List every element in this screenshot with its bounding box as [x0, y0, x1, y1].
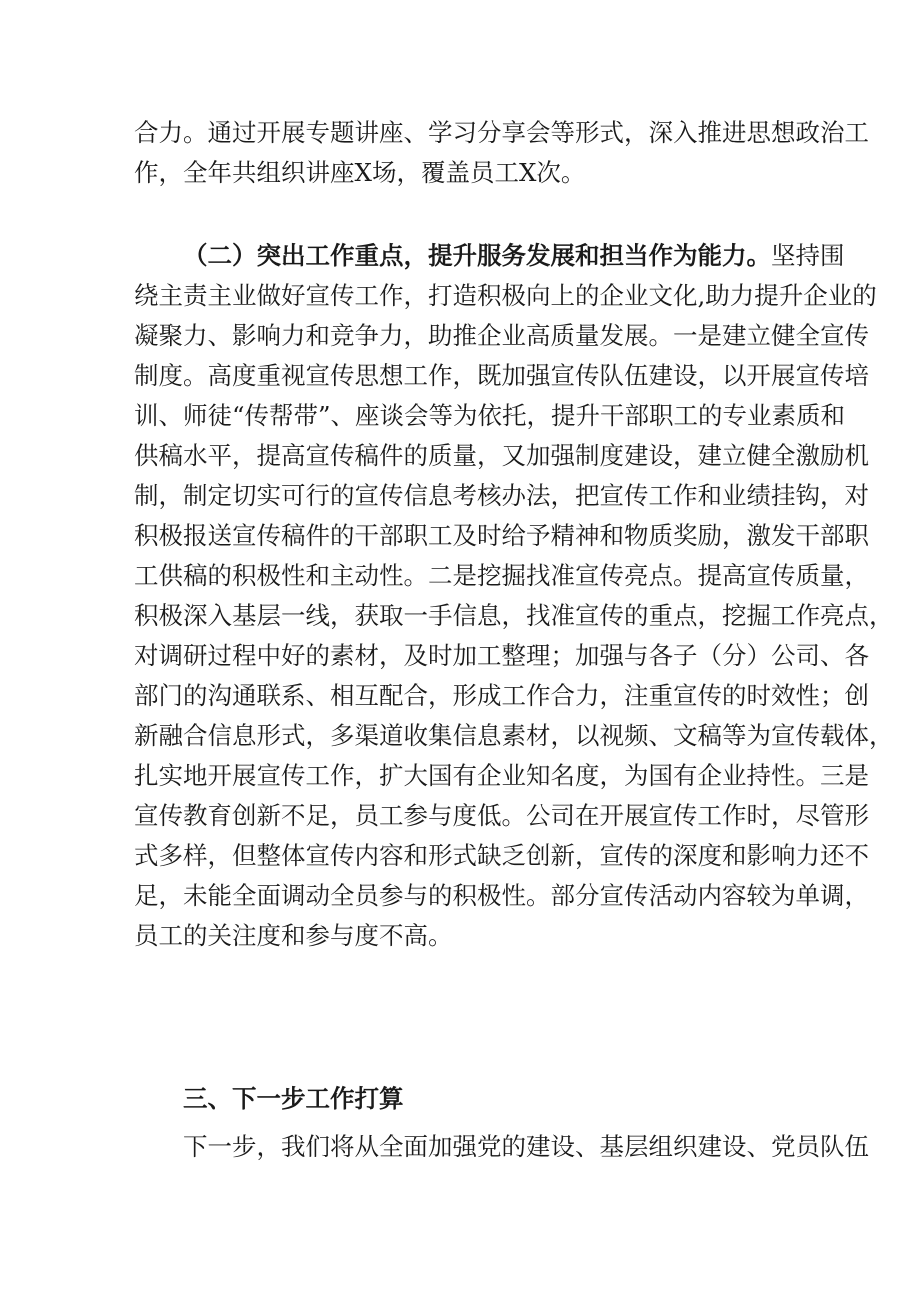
- paragraph-line: 积极报送宣传稿件的干部职工及时给予精神和物质奖励，激发干部职: [134, 521, 869, 550]
- paragraph-line: 式多样，但整体宣传内容和形式缺乏创新，宣传的深度和影响力还不: [134, 841, 869, 870]
- paragraph-line: 员工的关注度和参与度不高。: [134, 921, 453, 950]
- paragraph-line: 训、师徒“传帮带”、座谈会等为依托，提升干部职工的专业素质和: [134, 401, 846, 430]
- paragraph-line: 宣传教育创新不足，员工参与度低。公司在开展宣传工作时，尽管形: [134, 801, 869, 830]
- section-2-first-line: [134, 236, 845, 276]
- paragraph-line: 对调研过程中好的素材，及时加工整理；加强与各子（分）公司、各: [134, 641, 869, 670]
- paragraph-line: 制，制定切实可行的宣传信息考核办法，把宣传工作和业绩挂钩，对: [134, 481, 869, 510]
- paragraph-line: 足，未能全面调动全员参与的积极性。部分宣传活动内容较为单调，: [134, 881, 869, 910]
- paragraph-line: 新融合信息形式，多渠道收集信息素材，以视频、文稿等为宣传载体，: [134, 721, 894, 750]
- paragraph-line: 制度。高度重视宣传思想工作，既加强宣传队伍建设，以开展宣传培: [134, 361, 869, 390]
- paragraph-line: 工供稿的积极性和主动性。二是挖掘找准宣传亮点。提高宣传质量，: [134, 561, 869, 590]
- section-3-heading: 三、下一步工作打算: [183, 1084, 404, 1113]
- paragraph-top: [134, 113, 869, 193]
- paragraph-line: 合力。通过开展专题讲座、学习分享会等形式，深入推进思想政治工: [134, 118, 869, 147]
- paragraph-section-2: [134, 236, 894, 956]
- paragraph-section-3: [134, 1127, 869, 1167]
- paragraph-line: 积极深入基层一线，获取一手信息，找准宣传的重点，挖掘工作亮点，: [134, 601, 894, 630]
- paragraph-line: 扎实地开展宣传工作，扩大国有企业知名度，为国有企业持性。三是: [134, 761, 869, 790]
- paragraph-line: 下一步，我们将从全面加强党的建设、基层组织建设、党员队伍: [183, 1132, 869, 1161]
- section-2-first-line-rest: 坚持围: [771, 241, 845, 270]
- paragraph-line: 凝聚力、影响力和竞争力，助推企业高质量发展。一是建立健全宣传: [134, 321, 869, 350]
- paragraph-line: 供稿水平，提高宣传稿件的质量，又加强制度建设，建立健全激励机: [134, 441, 869, 470]
- paragraph-line: 绕主责主业做好宣传工作，打造积极向上的企业文化,助力提升企业的: [134, 281, 877, 310]
- paragraph-line: 作，全年共组织讲座X场，覆盖员工X次。: [134, 158, 586, 187]
- paragraph-line: 部门的沟通联系、相互配合，形成工作合力，注重宣传的时效性；创: [134, 681, 869, 710]
- section-3-heading-block: [134, 1079, 796, 1119]
- section-2-heading: （二）突出工作重点，提升服务发展和担当作为能力。: [183, 241, 771, 270]
